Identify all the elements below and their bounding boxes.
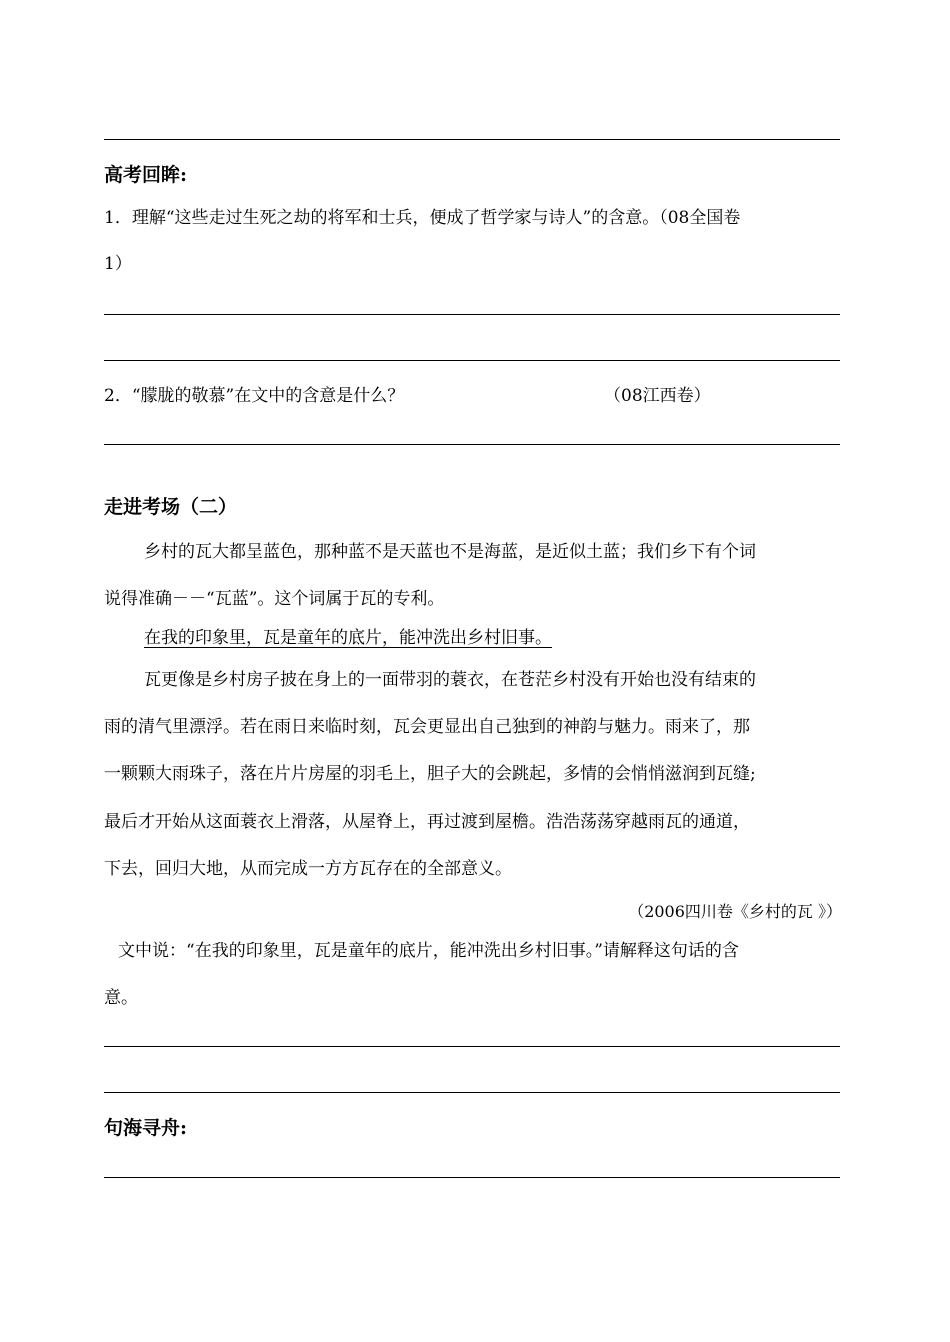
exam-2-heading: 走进考场（二）: [104, 496, 238, 518]
passage-line: 下去，回归大地，从而完成一方方瓦存在的全部意义。: [104, 859, 512, 879]
question-2-source: （08江西卷）: [604, 386, 711, 406]
answer-line[interactable]: [104, 1092, 840, 1093]
passage-source: （2006四川卷《乡村的瓦 》）: [628, 902, 842, 921]
juhai-heading: 句海寻舟:: [104, 1117, 188, 1139]
passage-line: 一颗颗大雨珠子，落在片片房屋的羽毛上，胆子大的会跳起，多情的会悄悄滋润到瓦缝;: [104, 764, 756, 784]
answer-line[interactable]: [104, 1177, 840, 1178]
passage-line: 乡村的瓦大都呈蓝色，那种蓝不是天蓝也不是海蓝，是近似土蓝；我们乡下有个词: [144, 542, 756, 562]
exam-2-question-line-1: 文中说：“在我的印象里，瓦是童年的底片，能冲洗出乡村旧事。”请解释这句话的含: [118, 941, 739, 961]
answer-line[interactable]: [104, 1046, 840, 1047]
question-1-line-1: 1．理解“这些走过生死之劫的将军和士兵，便成了哲学家与诗人”的含意。（08全国卷: [104, 208, 741, 228]
exam-2-question-line-2: 意。: [104, 988, 138, 1008]
passage-line-underlined: 在我的印象里，瓦是童年的底片，能冲洗出乡村旧事。: [144, 628, 552, 648]
gaokao-heading: 高考回眸:: [104, 164, 188, 186]
passage-line: 瓦更像是乡村房子披在身上的一面带羽的蓑衣，在苍茫乡村没有开始也没有结束的: [144, 670, 756, 690]
answer-line[interactable]: [104, 314, 840, 315]
answer-line[interactable]: [104, 360, 840, 361]
question-1-line-2: 1）: [104, 254, 132, 274]
top-rule: [104, 139, 840, 140]
question-2: 2．“朦胧的敬慕”在文中的含意是什么？: [104, 386, 405, 406]
passage-line: 雨的清气里漂浮。若在雨日来临时刻，瓦会更显出自己独到的神韵与魅力。雨来了，那: [104, 717, 750, 737]
answer-line[interactable]: [104, 444, 840, 445]
passage-line: 说得准确－－“瓦蓝”。这个词属于瓦的专利。: [104, 589, 445, 609]
passage-line: 最后才开始从这面蓑衣上滑落，从屋脊上，再过渡到屋檐。浩浩荡荡穿越雨瓦的通道，: [104, 812, 750, 832]
